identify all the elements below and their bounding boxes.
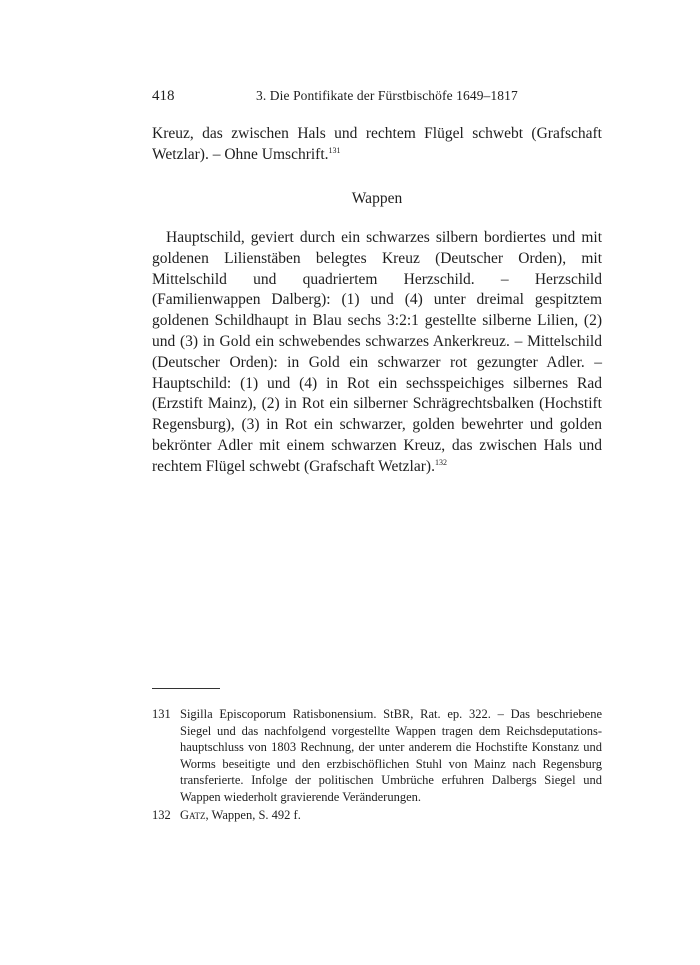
footnote-text: Sigilla Episcoporum Ratisbonensium. StBR, Rat. ep. 322. – Das beschriebene Siegel und das nachfolgend vorgestellte Wappen tragen dem Reichsdeputationshauptschluss von 1803 Rechnung, der unter anderem die Hochstifte Konstanz und Worms beseitigte und den erzbischöflichen Stuhl von Mainz nach Regensburg transferierte. Infolge der politischen Umbrüche erfuhren Dalbergs Siegel und Wappen wiederholt gravierende Veränderungen. <box>180 707 602 804</box>
coat-of-arms-paragraph <box>152 228 602 478</box>
footnote <box>152 706 602 806</box>
footnote-separator <box>152 688 220 689</box>
continued-paragraph-text: Kreuz, das zwischen Hals und rechtem Flügel schwebt (Grafschaft Wetzlar). – Ohne Umschrift. <box>152 125 602 163</box>
footnote-number: 132 <box>152 807 171 822</box>
continued-paragraph <box>152 124 602 166</box>
footnote-text: , Wappen, S. 492 f. <box>205 807 301 822</box>
footnote-number: 131 <box>152 707 171 721</box>
coat-of-arms-text: Hauptschild, geviert durch ein schwarzes silbern bordiertes und mit goldenen Lilienstäben belegtes Kreuz (Deutscher Orden), mit Mittelschild und quadriertem Herzschild. – Herzschild (Familienwappen Dalberg): (1) und (4) unter dreimal gespitztem goldenen Schildhaupt in Blau sechs 3:2:1 gestellte silberne Lilien, (2) und (3) in Gold ein schwebendes schwarzes Ankerkreuz. – Mittelschild (Deutscher Orden): in Gold ein schwarzer rot gezungter Adler. – Hauptschild: (1) und (4) in Rot ein sechsspeichiges silbernes Rad (Erzstift Mainz), (2) in Rot ein silberner Schrägrechtsbalken (Hochstift Regensburg), (3) in Rot ein schwarzer, golden bewehrter und golden bekrönter Adler mit einem schwarzen Kreuz, das zwischen Hals und rechtem Flügel schwebt (Grafschaft Wetzlar). <box>152 229 602 475</box>
section-heading: Wappen <box>351 190 403 207</box>
footnotes <box>152 706 602 824</box>
footnote-ref-132[interactable]: 132 <box>434 457 447 467</box>
footnote-author: Gatz <box>180 807 206 822</box>
running-head <box>152 86 602 106</box>
footnote <box>152 807 602 824</box>
page-number: 418 <box>152 88 175 104</box>
chapter-title: 3. Die Pontifikate der Fürstbischöfe 1649–1817 <box>256 88 518 103</box>
footnote-ref-131[interactable]: 131 <box>328 145 341 155</box>
